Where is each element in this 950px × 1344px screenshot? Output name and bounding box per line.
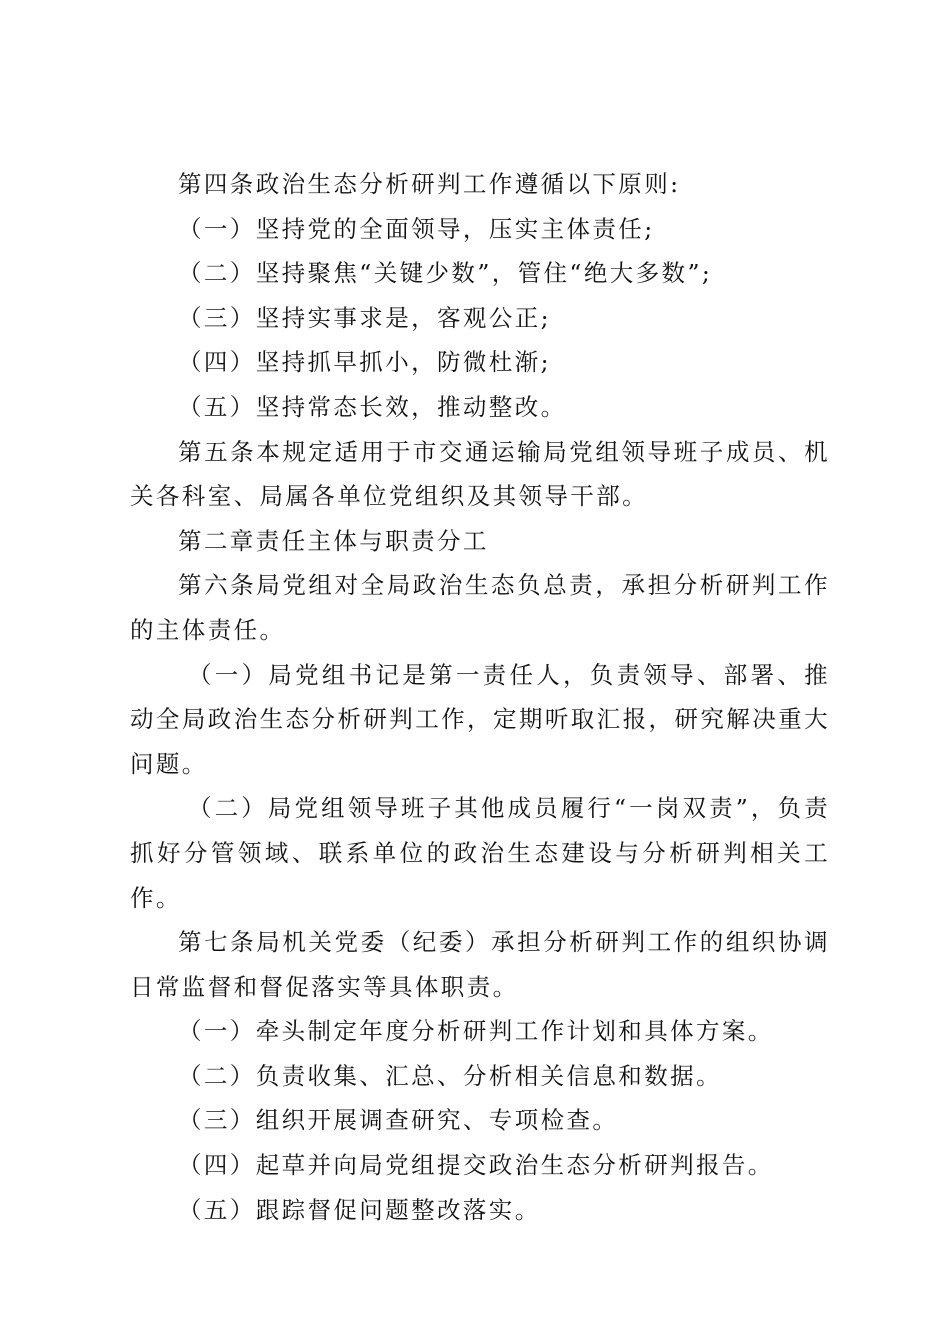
article-7-paragraph: 第七条局机关党委（纪委）承担分析研判工作的组织协调日常监督和督促落实等具体职责。: [130, 928, 830, 1001]
duty-4-paragraph: （四）起草并向局党组提交政治生态分析研判报告。: [178, 1151, 774, 1180]
article-5-paragraph: 第五条本规定适用于市交通运输局党组领导班子成员、机关各科室、局属各单位党组织及其领导干部。: [130, 437, 830, 511]
principle-2-paragraph: （二）坚持聚焦“关键少数”，管住“绝大多数”;: [178, 259, 713, 288]
duty-5-paragraph: （五）跟踪督促问题整改落实。: [178, 1195, 541, 1224]
principle-4-paragraph: （四）坚持抓早抓小，防微杜渐;: [178, 348, 551, 377]
duty-1-paragraph: （一）牵头制定年度分析研判工作计划和具体方案。: [178, 1017, 774, 1046]
article-6-item-1-paragraph: （一）局党组书记是第一责任人，负责领导、部署、推动全局政治生态分析研判工作，定期听取汇报，研究解决重大问题。: [130, 660, 830, 778]
duty-3-paragraph: （三）组织开展调查研究、专项检查。: [178, 1106, 619, 1135]
article-4-paragraph: 第四条政治生态分析研判工作遵循以下原则:: [178, 170, 681, 198]
duty-2-paragraph: （二）负责收集、汇总、分析相关信息和数据。: [178, 1061, 722, 1090]
principle-5-paragraph: （五）坚持常态长效，推动整改。: [178, 392, 567, 421]
article-6-paragraph: 第六条局党组对全局政治生态负总责，承担分析研判工作的主体责任。: [130, 571, 830, 644]
document-body: [130, 162, 830, 1232]
principle-1-paragraph: （一）坚持党的全面领导，压实主体责任;: [178, 214, 655, 243]
chapter-2-heading: 第二章责任主体与职责分工: [178, 526, 489, 555]
article-6-item-2-paragraph: （二）局党组领导班子其他成员履行“一岗双责”，负责抓好分管领域、联系单位的政治生态建设与分析研判相关工作。: [130, 794, 830, 912]
principle-3-paragraph: （三）坚持实事求是，客观公正;: [178, 303, 551, 332]
